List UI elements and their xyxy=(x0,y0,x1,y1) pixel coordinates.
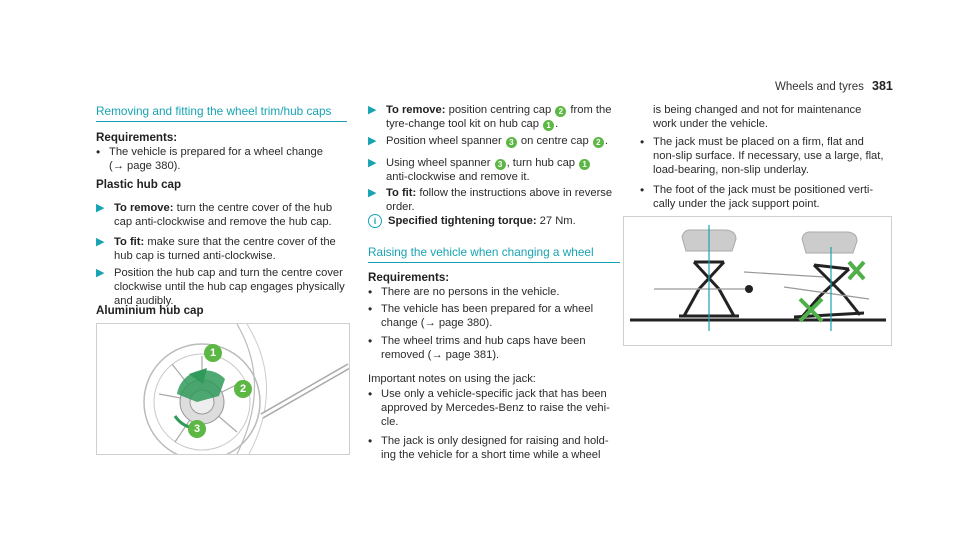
hub-cap-illustration xyxy=(96,323,350,455)
note-continuation: is being changed and not for maintenance work under the vehicle. xyxy=(653,104,862,130)
note-item: • Use only a vehicle-specific jack that has been approved by Mercedes-Benz to raise the vehi- cle. xyxy=(368,387,610,428)
jack-position-illustration xyxy=(623,216,892,346)
jack-drawing xyxy=(624,217,891,345)
step-remove-aluminium: ▶ To remove: position centring cap 2 from the tyre-change tool kit on hub cap 1 . xyxy=(368,104,612,130)
step-fit-aluminium: ▶ To fit: follow the instructions above in reverse order. xyxy=(368,187,613,213)
bullet: • xyxy=(96,145,101,159)
note-item: • The jack is only designed for raising and hold- ing the vehicle for a short time while a wheel xyxy=(368,434,609,461)
requirements-heading: Requirements: xyxy=(368,271,450,284)
step-position-spanner: ▶ Position wheel spanner 3 on centre cap 2 . xyxy=(368,135,608,147)
requirement-text: The vehicle is prepared for a wheel change (→ page 380). xyxy=(109,146,323,172)
ref-number: 3 xyxy=(506,137,517,148)
requirement-item: • The vehicle has been prepared for a wheel change (→ page 380). xyxy=(368,302,594,329)
callout-1: 1 xyxy=(204,344,222,362)
note-item: • The jack must be placed on a firm, flat and non-slip surface. If necessary, use a large, flat, load-bearing, non-slip underlay. xyxy=(640,135,884,176)
ref-number: 2 xyxy=(593,137,604,148)
callout-2: 2 xyxy=(234,380,252,398)
notes-intro: Important notes on using the jack: xyxy=(368,373,536,385)
step-arrow-icon: ▶ xyxy=(96,267,105,279)
step-fit-plastic xyxy=(96,235,356,263)
section-title-raising: Raising the vehicle when changing a wheel xyxy=(368,245,620,263)
step-arrow-icon: ▶ xyxy=(96,202,105,214)
requirement-item xyxy=(96,145,351,173)
ref-number: 2 xyxy=(555,106,566,117)
plastic-hub-cap-heading: Plastic hub cap xyxy=(96,178,182,191)
torque-note: i Specified tightening torque: 27 Nm. xyxy=(368,214,628,228)
step-arrow-icon: ▶ xyxy=(96,236,105,248)
info-icon: i xyxy=(368,214,382,228)
step-turn-hub-cap: ▶ Using wheel spanner 3 , turn hub cap 1 anti-clockwise and remove it. xyxy=(368,156,628,184)
ref-number: 1 xyxy=(579,159,590,170)
section-title-wheel-trim: Removing and fitting the wheel trim/hub caps xyxy=(96,104,347,122)
step-text: turn the centre cover of the hub cap anti-clockwise and remove the hub cap. xyxy=(114,202,333,228)
step-arrow-icon: ▶ xyxy=(368,104,377,116)
page-number: 381 xyxy=(872,79,893,93)
wheel-drawing xyxy=(97,324,349,454)
step-text: make sure that the centre cover of the hub cap is turned anti-clockwise. xyxy=(114,236,336,262)
step-position-hub-cap xyxy=(96,266,356,308)
running-header: Wheels and tyres xyxy=(775,81,864,93)
note-item: • The foot of the jack must be positioned verti- cally under the jack support point. xyxy=(640,183,874,210)
step-label: To remove: xyxy=(114,202,174,214)
callout-3: 3 xyxy=(188,420,206,438)
requirement-item: • The wheel trims and hub caps have been removed (→ page 381). xyxy=(368,334,586,361)
requirement-item: • There are no persons in the vehicle. xyxy=(368,285,560,299)
step-remove-plastic xyxy=(96,201,356,229)
step-arrow-icon: ▶ xyxy=(368,187,377,199)
aluminium-hub-cap-heading: Aluminium hub cap xyxy=(96,304,204,317)
step-label: To fit: xyxy=(114,236,145,248)
step-text: Position the hub cap and turn the centre cover clockwise until the hub cap engages physically and audibly. xyxy=(114,267,345,307)
ref-number: 1 xyxy=(543,120,554,131)
ref-number: 3 xyxy=(495,159,506,170)
step-arrow-icon: ▶ xyxy=(368,135,377,147)
step-arrow-icon: ▶ xyxy=(368,157,377,169)
requirements-heading: Requirements: xyxy=(96,131,178,144)
